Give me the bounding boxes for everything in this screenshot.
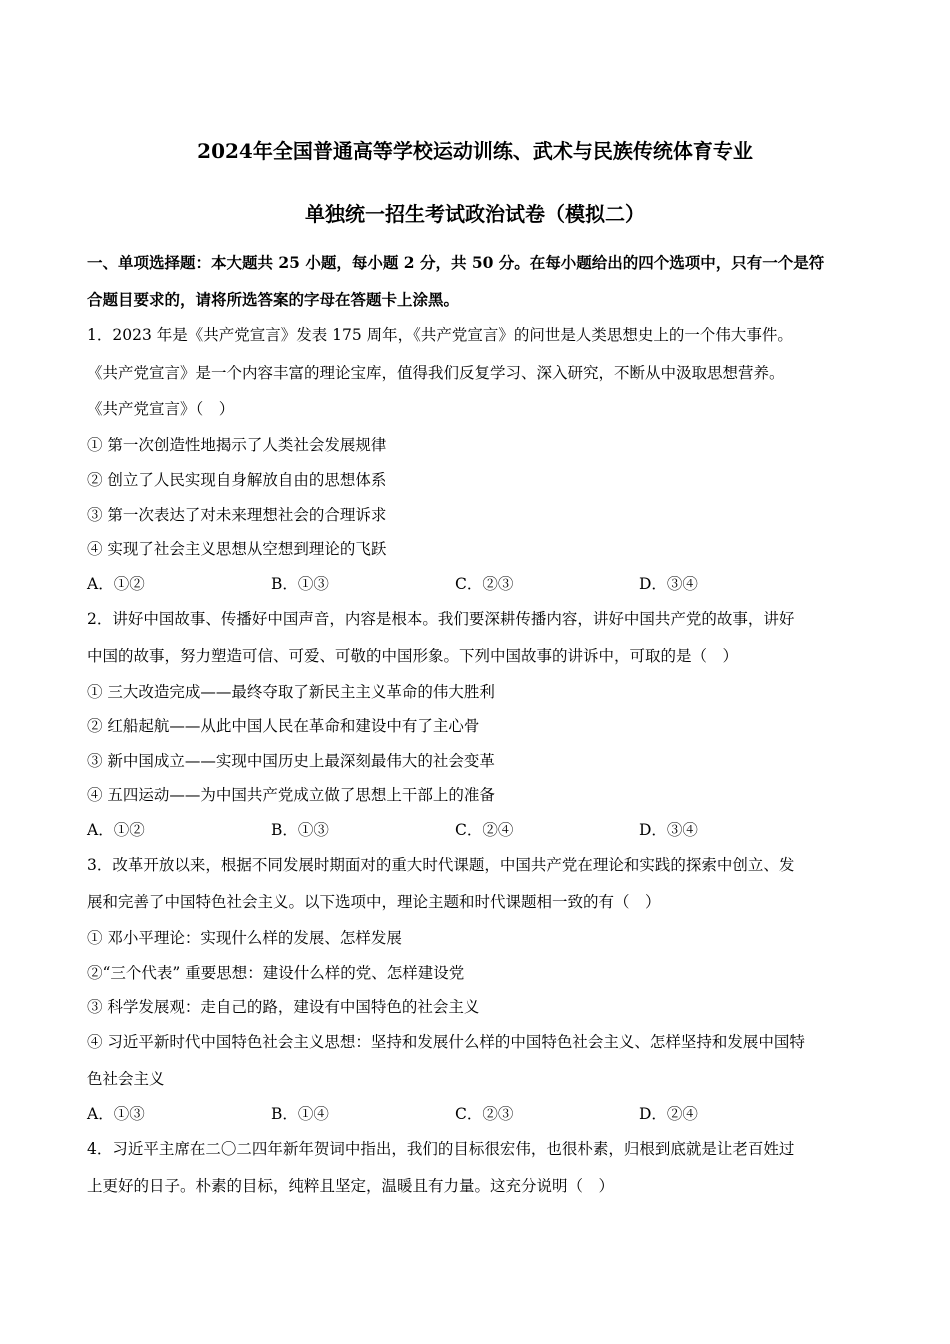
exam-title-line1: 2024年全国普通高等学校运动训练、武术与民族传统体育专业	[197, 139, 753, 163]
question-4-stem-line1: 4．习近平主席在二〇二四年新年贺词中指出，我们的目标很宏伟，也很朴素，归根到底就是让老百姓过	[87, 1140, 795, 1158]
question-3-option-b[interactable]: B．①④	[271, 1105, 329, 1123]
question-3-option-d[interactable]: D．②④	[639, 1105, 698, 1123]
question-2-item-3: ③ 新中国成立——实现中国历史上最深刻最伟大的社会变革	[87, 752, 495, 770]
question-2-option-c[interactable]: C．②④	[455, 821, 514, 839]
question-1-option-d[interactable]: D．③④	[639, 575, 698, 593]
question-3-item-3: ③ 科学发展观：走自己的路，建设有中国特色的社会主义	[87, 998, 480, 1016]
question-2-stem-line2: 中国的故事，努力塑造可信、可爱、可敬的中国形象。下列中国故事的讲诉中，可取的是（ ）	[87, 647, 739, 665]
question-2-item-1: ① 三大改造完成——最终夺取了新民主主义革命的伟大胜利	[87, 683, 495, 701]
question-2-stem-line1: 2．讲好中国故事、传播好中国声音，内容是根本。我们要深耕传播内容，讲好中国共产党的故事，讲好	[87, 610, 795, 628]
question-4-stem-line2: 上更好的日子。朴素的目标，纯粹且坚定，温暖且有力量。这充分说明（ ）	[87, 1177, 615, 1195]
question-3-item-4: ④ 习近平新时代中国特色社会主义思想：坚持和发展什么样的中国特色社会主义、怎样坚持和发展中国特	[87, 1033, 805, 1051]
question-1-item-2: ② 创立了人民实现自身解放自由的思想体系	[87, 471, 387, 489]
section-instruction-line1: 一、单项选择题：本大题共 25 小题，每小题 2 分，共 50 分。在每小题给出的四个选项中，只有一个是符	[87, 253, 825, 272]
question-2-option-d[interactable]: D．③④	[639, 821, 698, 839]
question-1-option-c[interactable]: C．②③	[455, 575, 514, 593]
question-1-option-a[interactable]: A．①②	[87, 575, 145, 593]
question-3-item-1: ① 邓小平理论：实现什么样的发展、怎样发展	[87, 929, 402, 947]
question-1-stem-line1: 1．2023 年是《共产党宣言》发表 175 周年，《共产党宣言》的问世是人类思想史上的一个伟大事件。	[87, 326, 793, 344]
question-1-stem-line2: 《共产党宣言》是一个内容丰富的理论宝库，值得我们反复学习、深入研究，不断从中汲取思想营养。	[87, 364, 785, 382]
section-instruction-line2: 合题目要求的，请将所选答案的字母在答题卡上涂黑。	[87, 290, 460, 309]
question-2-item-4: ④ 五四运动——为中国共产党成立做了思想上干部上的准备	[87, 786, 495, 804]
question-3-item-4-continued: 色社会主义	[87, 1070, 165, 1088]
question-2-option-b[interactable]: B．①③	[271, 821, 329, 839]
question-1-option-b[interactable]: B．①③	[271, 575, 329, 593]
question-2-item-2: ② 红船起航——从此中国人民在革命和建设中有了主心骨	[87, 717, 480, 735]
question-1-stem-line3: 《共产党宣言》（ ）	[87, 400, 235, 418]
question-3-option-a[interactable]: A．①③	[87, 1105, 145, 1123]
question-3-item-2: ②“三个代表” 重要思想：建设什么样的党、怎样建设党	[87, 964, 465, 982]
exam-title-line2: 单独统一招生考试政治试卷（模拟二）	[305, 202, 645, 226]
question-1-item-4: ④ 实现了社会主义思想从空想到理论的飞跃	[87, 540, 387, 558]
question-1-item-3: ③ 第一次表达了对未来理想社会的合理诉求	[87, 506, 387, 524]
question-2-option-a[interactable]: A．①②	[87, 821, 145, 839]
question-1-item-1: ① 第一次创造性地揭示了人类社会发展规律	[87, 436, 387, 454]
question-3-stem-line2: 展和完善了中国特色社会主义。以下选项中，理论主题和时代课题相一致的有（ ）	[87, 893, 661, 911]
question-3-stem-line1: 3．改革开放以来，根据不同发展时期面对的重大时代课题，中国共产党在理论和实践的探索中创立、发	[87, 856, 795, 874]
question-3-option-c[interactable]: C．②③	[455, 1105, 514, 1123]
